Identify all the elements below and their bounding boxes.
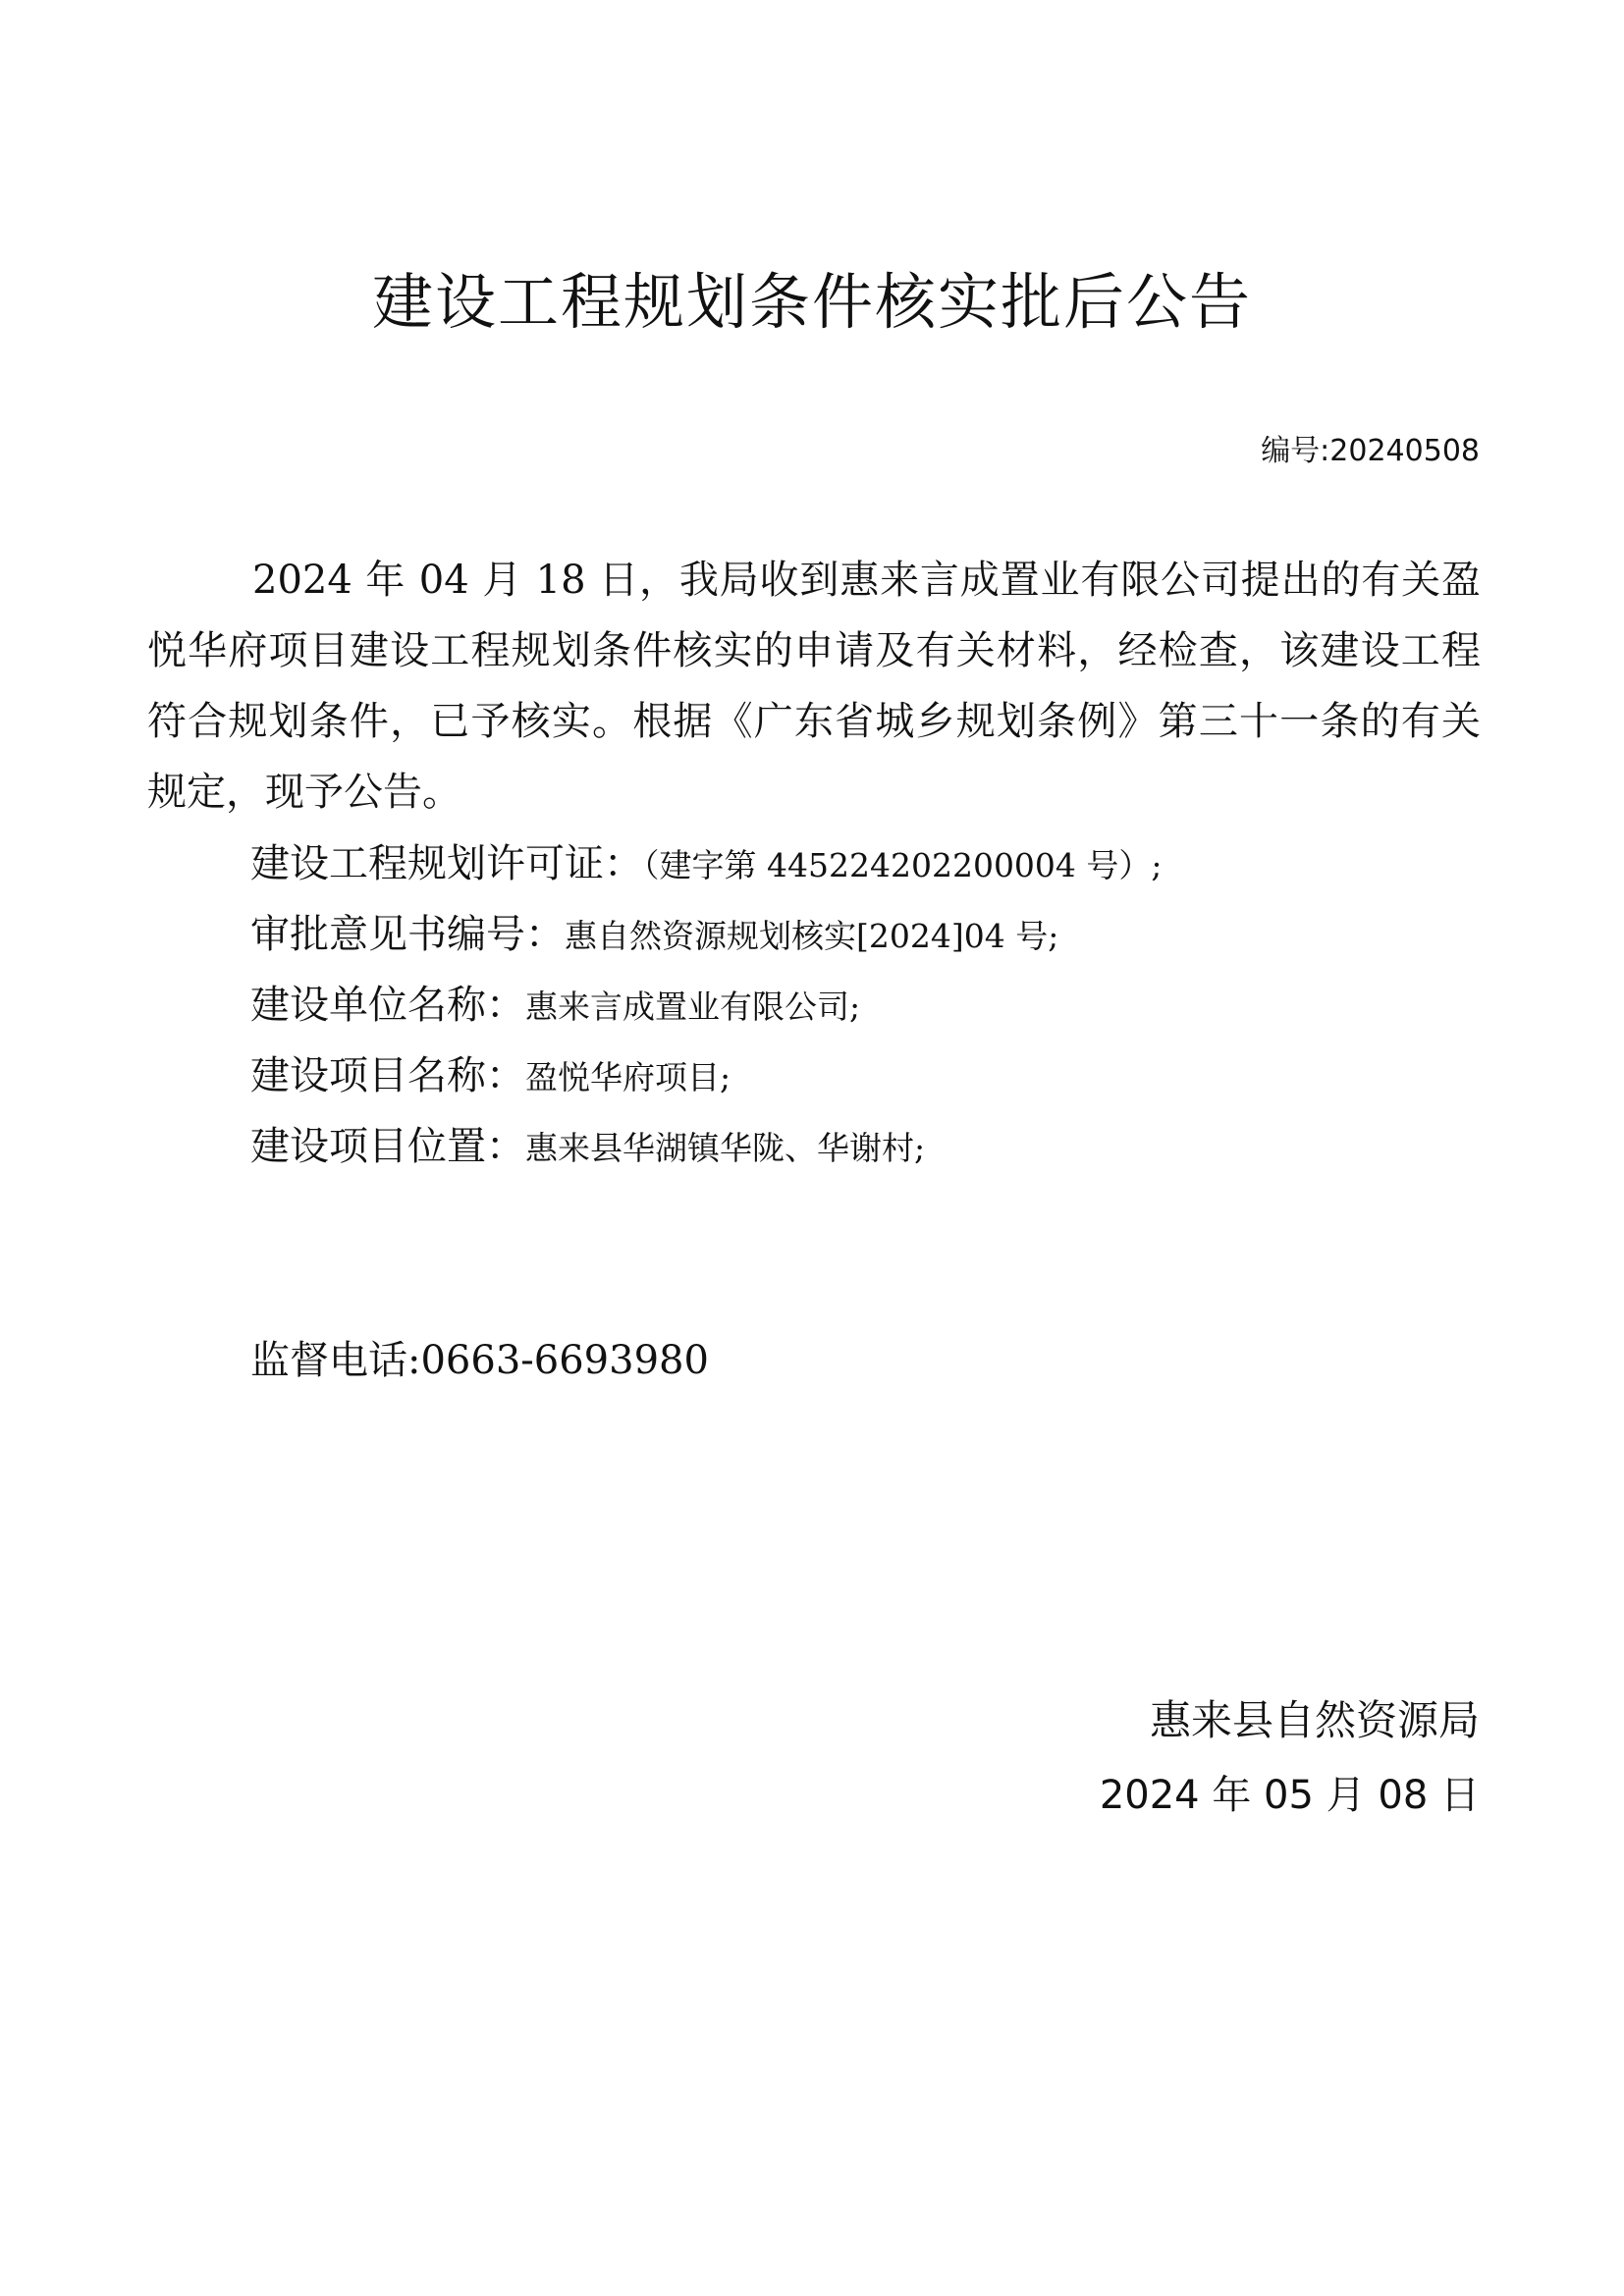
field-label: 建设项目名称： — [250, 1053, 525, 1098]
field-value: 惠自然资源规划核实[2024]04 号; — [565, 917, 1059, 955]
issue-date: 2024 年 05 月 08 日 — [1099, 1773, 1480, 1818]
field-permit-number — [250, 828, 1163, 899]
document-number: 编号:20240508 — [1261, 434, 1480, 468]
field-label: 建设单位名称： — [250, 983, 525, 1028]
field-project-name — [250, 1041, 1163, 1111]
notice-body-paragraph: 2024 年 04 月 18 日，我局收到惠来言成置业有限公司提出的有关盈悦华府项目建设工程规划条件核实的申请及有关材料，经检查，该建设工程符合规划条件，已予核实。根据《广东省城乡规划条例》第三十一条的有关规定，现予公告。 — [147, 558, 1481, 815]
field-label: 建设项目位置： — [250, 1124, 525, 1169]
field-project-location — [250, 1111, 1163, 1182]
field-label: 审批意见书编号： — [250, 912, 565, 957]
notice-fields — [250, 828, 1163, 1182]
field-developer-name — [250, 970, 1163, 1041]
notice-title: 建设工程规划条件核实批后公告 — [371, 266, 1252, 338]
field-approval-number — [250, 899, 1163, 970]
field-value: 惠来言成置业有限公司; — [525, 988, 861, 1026]
field-label: 建设工程规划许可证： — [250, 841, 643, 886]
field-value: （建字第 445224202200004 号）; — [643, 846, 1163, 884]
issuer-name: 惠来县自然资源局 — [1149, 1696, 1480, 1744]
field-value: 惠来县华湖镇华陇、华谢村; — [525, 1129, 926, 1167]
field-value: 盈悦华府项目; — [525, 1058, 731, 1096]
signature-block — [1100, 1683, 1480, 1833]
supervision-hotline: 监督电话:0663-6693980 — [250, 1338, 709, 1383]
